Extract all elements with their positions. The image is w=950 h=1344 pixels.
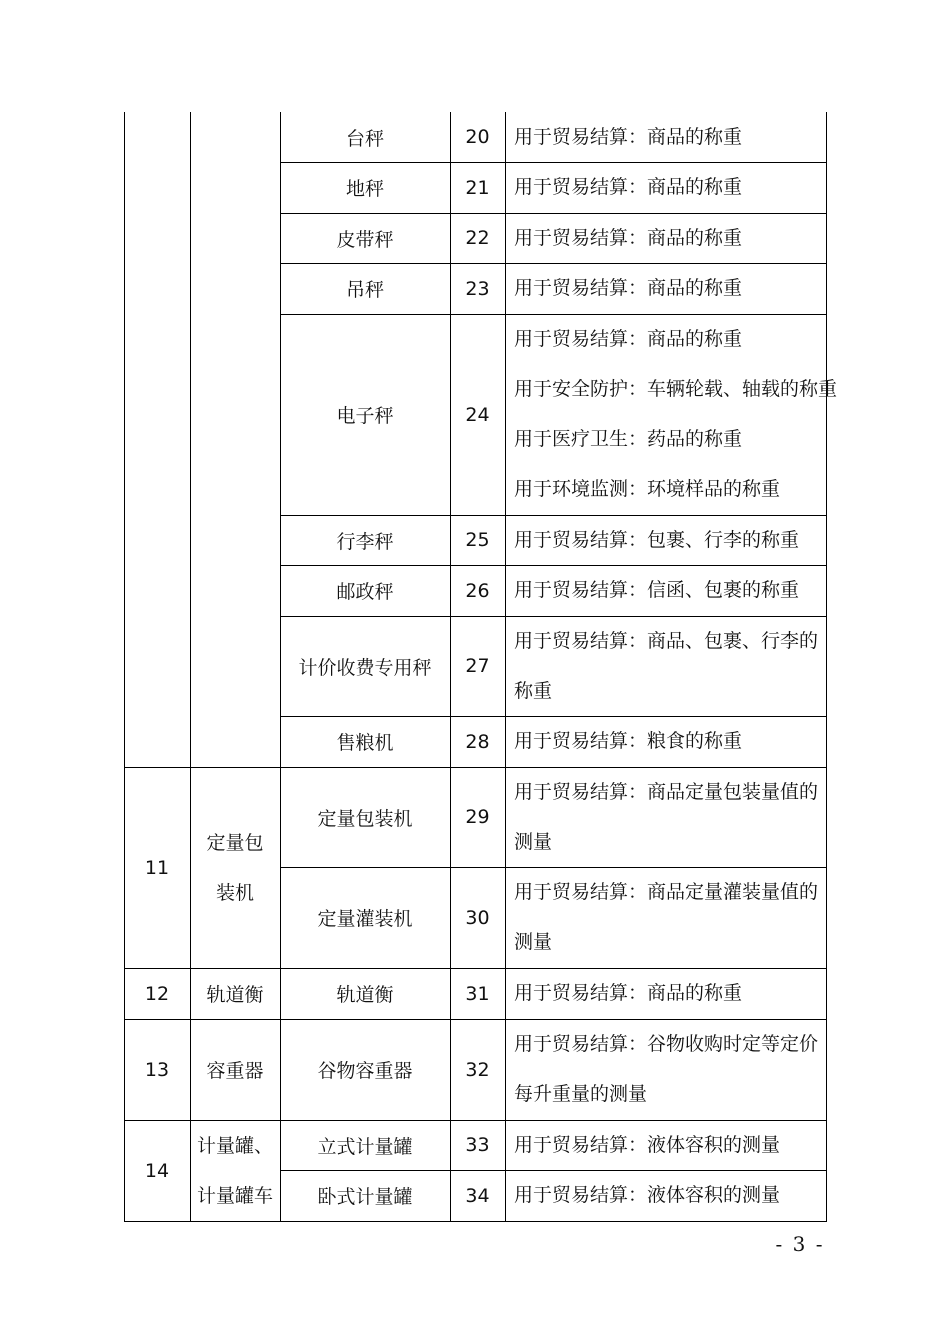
item-number-cell: 27 <box>465 655 490 677</box>
grid-vline <box>826 112 827 1222</box>
usage-cell <box>505 867 826 968</box>
item-number-cell: 23 <box>465 277 490 300</box>
instrument-name-cell: 吊秤 <box>345 279 384 301</box>
item-number-cell: 20 <box>465 126 490 148</box>
item-number-cell: 25 <box>465 529 490 551</box>
group-14-number: 14 <box>144 1159 170 1182</box>
usage-cell <box>505 162 826 213</box>
item-number-cell: 28 <box>465 730 490 753</box>
instrument-name-cell: 立式计量罐 <box>317 1135 413 1158</box>
instrument-name-cell: 定量包装机 <box>317 807 413 830</box>
instrument-name-cell: 电子秤 <box>336 405 394 427</box>
instrument-name-cell: 行李秤 <box>336 530 394 553</box>
usage-line: 用于医疗卫生：药品的称重 <box>514 428 743 450</box>
instrument-name-cell: 计价收费专用秤 <box>298 656 432 679</box>
page-number: - 3 - <box>775 1232 825 1256</box>
usage-line: 用于贸易结算：粮食的称重 <box>514 730 743 752</box>
usage-line: 称重 <box>514 680 553 702</box>
usage-line: 每升重量的测量 <box>514 1083 648 1105</box>
usage-cell <box>505 716 826 767</box>
instrument-name-cell: 轨道衡 <box>336 984 394 1006</box>
usage-cell <box>505 263 826 314</box>
usage-line: 用于贸易结算：包裹、行李的称重 <box>514 529 800 551</box>
usage-cell <box>505 213 826 263</box>
item-number-cell: 31 <box>465 982 490 1005</box>
usage-cell <box>505 767 826 867</box>
category-line: 定量包 <box>206 831 264 854</box>
instrument-name-cell: 皮带秤 <box>336 228 394 251</box>
item-number-cell: 30 <box>465 906 490 929</box>
usage-line: 用于环境监测：环境样品的称重 <box>514 478 781 500</box>
usage-line: 用于贸易结算：商品的称重 <box>514 227 743 249</box>
usage-cell <box>505 112 826 162</box>
instrument-name-cell: 谷物容重器 <box>317 1060 413 1082</box>
item-number-cell: 22 <box>465 227 490 249</box>
usage-line: 用于贸易结算：商品的称重 <box>514 982 743 1004</box>
grid-hline <box>124 1221 827 1222</box>
item-number-cell: 24 <box>465 403 490 426</box>
usage-line: 用于贸易结算：液体容积的测量 <box>514 1134 781 1156</box>
instrument-name-cell: 卧式计量罐 <box>317 1186 413 1208</box>
usage-line: 用于贸易结算：商品定量灌装量值的 <box>514 881 819 903</box>
usage-line: 用于贸易结算：商品、包裹、行李的 <box>514 630 819 652</box>
group-11-number: 11 <box>144 856 170 879</box>
instrument-name-cell: 地秤 <box>345 178 384 200</box>
group-13-number: 13 <box>144 1058 170 1081</box>
group-12-number: 12 <box>144 982 170 1005</box>
group-14-category <box>190 1120 280 1221</box>
instrument-name-cell: 邮政秤 <box>336 581 394 603</box>
usage-line: 用于贸易结算：商品定量包装量值的 <box>514 781 819 803</box>
item-number-cell: 29 <box>465 806 490 828</box>
item-number-cell: 34 <box>465 1184 490 1207</box>
usage-cell <box>505 1170 826 1221</box>
usage-line: 用于贸易结算：商品的称重 <box>514 277 743 299</box>
usage-cell <box>505 1120 826 1170</box>
usage-line: 测量 <box>514 831 553 853</box>
group-12-category: 轨道衡 <box>206 984 264 1006</box>
instrument-name-cell: 定量灌装机 <box>317 908 413 930</box>
usage-line: 用于贸易结算：信函、包裹的称重 <box>514 579 800 601</box>
category-line: 计量罐车 <box>196 1184 273 1207</box>
usage-cell <box>505 565 826 616</box>
usage-cell <box>505 1019 826 1120</box>
usage-cell <box>505 616 826 716</box>
usage-line: 用于贸易结算：谷物收购时定等定价 <box>514 1033 819 1055</box>
item-number-cell: 32 <box>465 1058 490 1081</box>
usage-line: 用于贸易结算：液体容积的测量 <box>514 1184 781 1206</box>
instrument-name-cell: 售粮机 <box>336 732 394 754</box>
group-13-category: 容重器 <box>206 1060 264 1082</box>
usage-line: 测量 <box>514 931 553 953</box>
category-line: 装机 <box>215 881 254 904</box>
usage-cell <box>505 968 826 1019</box>
usage-line: 用于贸易结算：商品的称重 <box>514 328 743 350</box>
item-number-cell: 21 <box>465 176 490 199</box>
item-number-cell: 26 <box>465 579 490 602</box>
category-line: 计量罐、 <box>196 1134 273 1157</box>
item-number-cell: 33 <box>465 1134 490 1156</box>
usage-line: 用于贸易结算：商品的称重 <box>514 176 743 198</box>
usage-line: 用于贸易结算：商品的称重 <box>514 126 743 148</box>
usage-line: 用于安全防护：车辆轮载、轴载的称重 <box>514 378 838 400</box>
instrument-name-cell: 台秤 <box>345 127 384 150</box>
group-11-category <box>190 767 280 968</box>
usage-cell <box>505 314 838 515</box>
usage-cell <box>505 515 826 565</box>
